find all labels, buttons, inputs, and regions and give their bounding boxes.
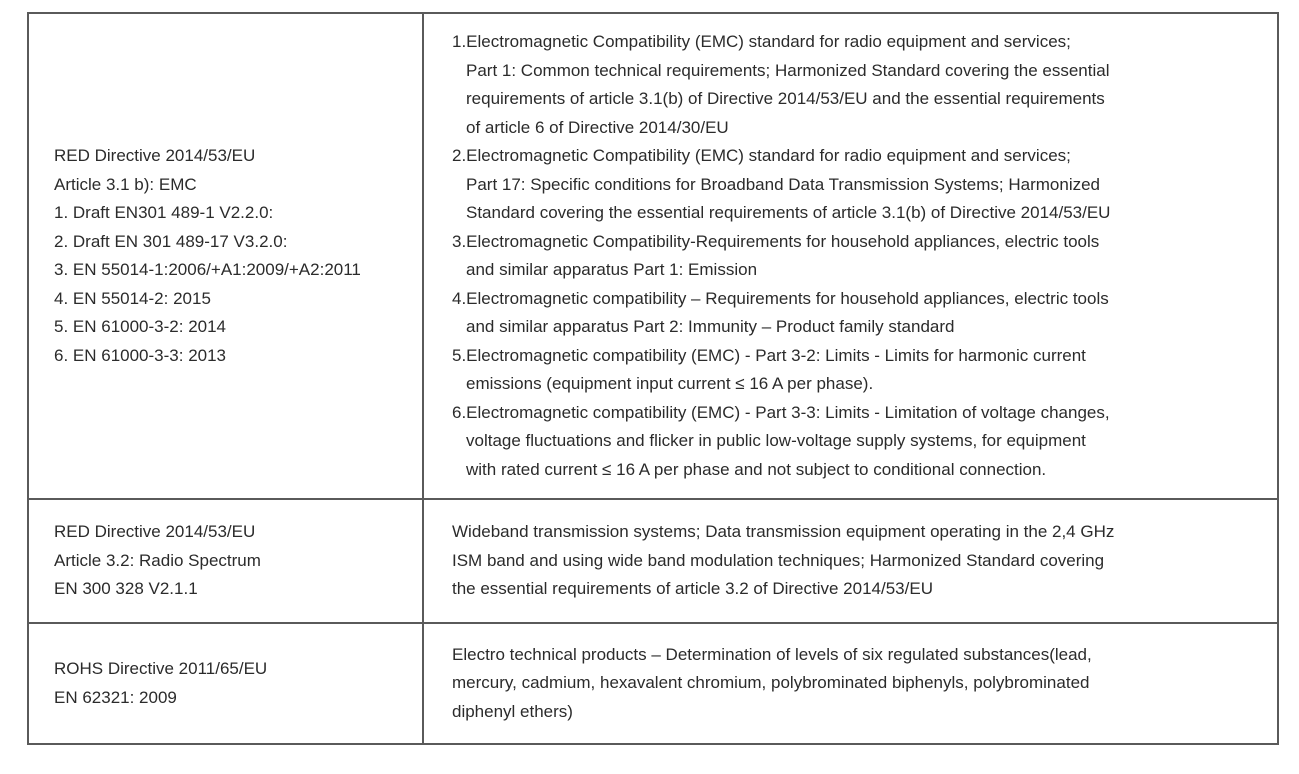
description-line: emissions (equipment input current ≤ 16 A per phase). bbox=[466, 374, 874, 393]
description-line: and similar apparatus Part 2: Immunity – Product family standard bbox=[466, 317, 955, 336]
table-row-rohs bbox=[28, 623, 1278, 744]
standard-line: 2. Draft EN 301 489-17 V3.2.0: bbox=[54, 231, 288, 251]
standard-line: 4. EN 55014-2: 2015 bbox=[54, 288, 211, 308]
description-line: 2.Electromagnetic Compatibility (EMC) standard for radio equipment and services; bbox=[452, 146, 1071, 165]
description-cell bbox=[423, 499, 1278, 623]
standard-line: 5. EN 61000-3-2: 2014 bbox=[54, 317, 227, 336]
description-line: mercury, cadmium, hexavalent chromium, polybrominated biphenyls, polybrominated bbox=[452, 673, 1090, 693]
description-line: Standard covering the essential requirements of article 3.1(b) of Directive 2014/53/EU bbox=[466, 203, 1111, 222]
description-line: Wideband transmission systems; Data transmission equipment operating in the 2,4 GHz bbox=[452, 522, 1115, 542]
standard-line: 3. EN 55014-1:2006/+A1:2009/+A2:2011 bbox=[54, 260, 361, 279]
standard-line: 1. Draft EN301 489-1 V2.2.0: bbox=[54, 203, 274, 222]
description-line: requirements of article 3.1(b) of Directive 2014/53/EU and the essential requirements bbox=[466, 89, 1105, 108]
standard-line: EN 62321: 2009 bbox=[54, 687, 177, 707]
directive-cell bbox=[28, 13, 423, 499]
description-line: diphenyl ethers) bbox=[452, 701, 573, 721]
description-line: 3.Electromagnetic Compatibility-Requirements for household appliances, electric tools bbox=[452, 231, 1100, 251]
description-line: with rated current ≤ 16 A per phase and not subject to conditional connection. bbox=[466, 459, 1047, 479]
directive-line: RED Directive 2014/53/EU bbox=[54, 146, 256, 165]
standard-line: EN 300 328 V2.1.1 bbox=[54, 579, 198, 599]
description-line: Electro technical products – Determination of levels of six regulated substances(lead, bbox=[452, 644, 1092, 664]
description-line: 1.Electromagnetic Compatibility (EMC) standard for radio equipment and services; bbox=[452, 32, 1071, 51]
standard-line: 6. EN 61000-3-3: 2013 bbox=[54, 345, 227, 365]
table-row-emc bbox=[28, 13, 1278, 499]
directive-line: ROHS Directive 2011/65/EU bbox=[54, 659, 268, 678]
directive-line: Article 3.2: Radio Spectrum bbox=[54, 550, 261, 570]
directive-line: RED Directive 2014/53/EU bbox=[54, 522, 256, 542]
description-line: 4.Electromagnetic compatibility – Requirements for household appliances, electric tools bbox=[452, 288, 1109, 308]
description-line: 6.Electromagnetic compatibility (EMC) - Part 3-3: Limits - Limitation of voltage changes, bbox=[452, 402, 1110, 422]
standards-table bbox=[27, 12, 1279, 745]
description-cell bbox=[423, 623, 1278, 744]
description-line: Part 1: Common technical requirements; Harmonized Standard covering the essential bbox=[466, 60, 1110, 80]
directive-line: Article 3.1 b): EMC bbox=[54, 174, 197, 194]
description-cell bbox=[423, 13, 1278, 499]
table-row-radio-spectrum bbox=[28, 499, 1278, 623]
description-line: and similar apparatus Part 1: Emission bbox=[466, 260, 758, 279]
directive-cell bbox=[28, 623, 423, 744]
description-line: of article 6 of Directive 2014/30/EU bbox=[466, 117, 729, 137]
description-line: ISM band and using wide band modulation techniques; Harmonized Standard covering bbox=[452, 550, 1105, 570]
description-line: Part 17: Specific conditions for Broadband Data Transmission Systems; Harmonized bbox=[466, 174, 1101, 194]
description-line: voltage fluctuations and flicker in public low-voltage supply systems, for equipment bbox=[466, 431, 1086, 450]
description-line: 5.Electromagnetic compatibility (EMC) - Part 3-2: Limits - Limits for harmonic current bbox=[452, 345, 1086, 365]
directive-cell bbox=[28, 499, 423, 623]
description-line: the essential requirements of article 3.2 of Directive 2014/53/EU bbox=[452, 579, 933, 599]
